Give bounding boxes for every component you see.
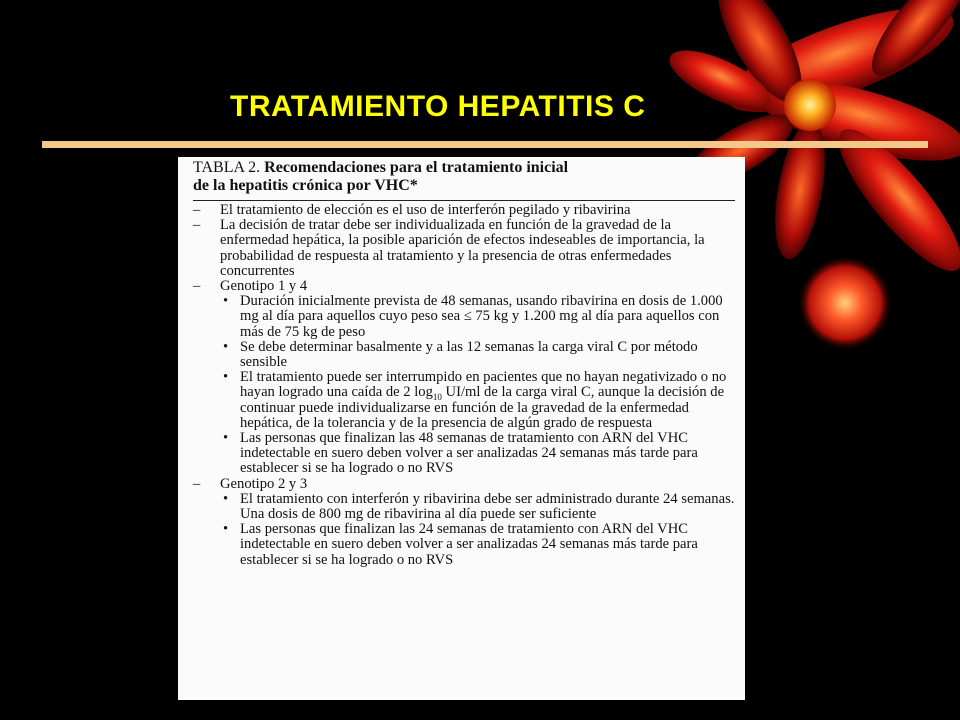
list-item: • El tratamiento puede ser interrumpido en pacientes que no hayan negativizado o no hayan logrado una caída de 2 $\log_{10} UI/ml$ de la carga viral C, aunque la decisión de continuar puede individualizarse en función de la gravedad de la enfermedad hepática, de la tolerancia y de la presencia de algún grado de respuesta bbox=[223, 369, 727, 431]
bullet-marker: • bbox=[223, 521, 229, 538]
title-divider bbox=[42, 141, 928, 148]
bullet-marker: • bbox=[223, 430, 229, 447]
list-item: – La decisión de tratar debe ser individualizada en función de la gravedad de la enfermedad hepática, la posible aparición de efectos indeseables de importancia, la probabilidad de respuesta al tratamiento y la presencia de otras enfermedades concurrentes bbox=[193, 217, 705, 279]
table-heading-line1: Recomendaciones para el tratamiento inicial bbox=[264, 159, 569, 176]
list-item: • Se debe determinar basalmente y a las 12 semanas la carga viral C por método sensible bbox=[223, 338, 698, 371]
section-heading-genotype-2-3: – Genotipo 2 y 3 bbox=[193, 475, 308, 492]
table-divider bbox=[193, 200, 735, 201]
slide-title: TRATAMIENTO HEPATITIS C bbox=[230, 90, 646, 123]
list-item: • Las personas que finalizan las 48 semanas de tratamiento con ARN del VHC indetectable en suero deben volver a ser analizadas 24 semanas más tarde para establecer si se ha logrado o no RVS bbox=[223, 430, 698, 477]
bullet-marker: • bbox=[223, 338, 229, 355]
table-heading-line2: de la hepatitis crónica por VHC* bbox=[193, 177, 418, 194]
dash-marker: – bbox=[193, 217, 201, 234]
bullet-marker: • bbox=[223, 293, 229, 310]
list-item: • El tratamiento con interferón y ribavirina debe ser administrado durante 24 semanas. Una dosis de 800 mg de ribavirina al día puede ser suficiente bbox=[223, 490, 735, 523]
bullet-marker: • bbox=[223, 369, 229, 386]
recommendations-table bbox=[178, 157, 745, 700]
list-item: • Duración inicialmente prevista de 48 semanas, usando ribavirina en dosis de 1.000 mg al día para aquellos cuyo peso sea ≤ 75 kg y 1.200 mg al día para aquellos con más de 75 kg de peso bbox=[223, 293, 723, 340]
list-item: • Las personas que finalizan las 24 semanas de tratamiento con ARN del VHC indetectable en suero deben volver a ser analizadas 24 semanas más tarde para establecer si se ha logrado o no RVS bbox=[223, 521, 698, 568]
red-blob-icon bbox=[797, 255, 893, 351]
dash-marker: – bbox=[193, 475, 201, 492]
table-caption bbox=[193, 159, 735, 198]
dash-marker: – bbox=[193, 202, 201, 218]
list-item: – El tratamiento de elección es el uso de interferón pegilado y ribavirina bbox=[193, 202, 631, 218]
bullet-marker: • bbox=[223, 490, 229, 507]
section-heading-genotype-1-4: – Genotipo 1 y 4 bbox=[193, 278, 308, 295]
table-label: TABLA 2. bbox=[193, 159, 261, 176]
dash-marker: – bbox=[193, 278, 201, 295]
